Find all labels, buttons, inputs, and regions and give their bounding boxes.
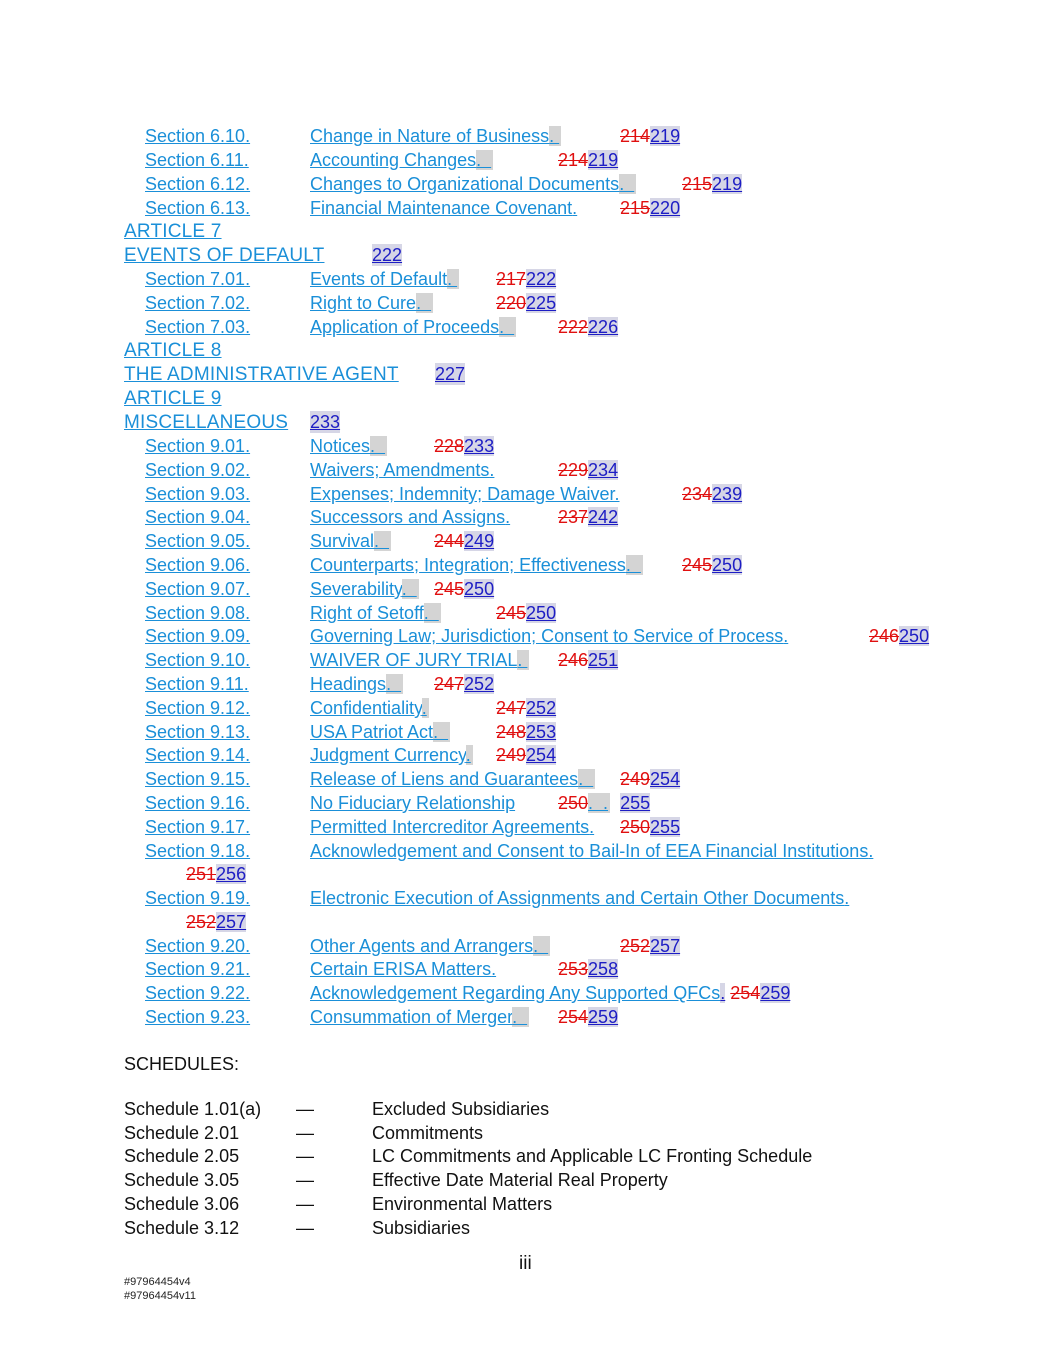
page-ref[interactable] <box>496 697 556 719</box>
toc-row[interactable] <box>145 459 619 481</box>
inserted-page-number[interactable]: 257 <box>216 912 247 932</box>
page-ref[interactable] <box>496 744 556 766</box>
schedule-id: Schedule 1.01(a) <box>124 1099 262 1119</box>
section-number-link[interactable]: Section 9.04. <box>145 507 251 527</box>
schedule-row <box>124 1098 550 1120</box>
page-ref[interactable] <box>434 530 494 552</box>
section-title-link[interactable]: Change in Nature of Business <box>310 126 550 146</box>
leader-dot: . <box>625 555 641 575</box>
article-title-row[interactable] <box>124 244 403 267</box>
inserted-page-number[interactable]: 256 <box>216 864 247 884</box>
section-number-link[interactable]: Section 6.13. <box>145 198 251 218</box>
schedule-id: Schedule 3.05 <box>124 1170 240 1190</box>
section-title-link[interactable]: Certain ERISA Matters <box>310 959 492 979</box>
page-ref[interactable] <box>558 149 618 171</box>
page-number: iii <box>519 1253 532 1274</box>
leader-dot: . <box>533 936 549 956</box>
toc-row[interactable] <box>145 816 681 838</box>
inserted-page-number[interactable]: 255 <box>650 817 681 837</box>
toc-entry[interactable] <box>310 578 419 600</box>
toc-entry[interactable] <box>310 697 429 719</box>
section-number-link[interactable]: Section 9.19. <box>145 888 251 908</box>
section-title-link[interactable]: Severability <box>310 579 402 599</box>
section-title-link[interactable]: Waivers; Amendments <box>310 460 490 480</box>
page-ref[interactable] <box>496 268 556 290</box>
toc-entry[interactable] <box>310 149 493 171</box>
deleted-page-number: 249 <box>620 769 651 789</box>
toc-row[interactable] <box>145 1006 619 1028</box>
article-link[interactable]: ARTICLE 8 <box>124 340 222 361</box>
leader-dot: . <box>589 817 595 837</box>
toc-row[interactable] <box>145 149 619 171</box>
leader-dot: . <box>370 436 386 456</box>
section-title-link[interactable]: Judgment Currency <box>310 745 466 765</box>
inserted-page-number[interactable]: 239 <box>712 484 743 504</box>
leader-dot: . <box>374 531 390 551</box>
leader-dot: . <box>512 1007 528 1027</box>
inserted-page-number[interactable]: 259 <box>760 983 791 1003</box>
page-ref[interactable] <box>620 197 680 219</box>
toc-row[interactable] <box>145 292 557 314</box>
toc-row[interactable] <box>145 578 495 600</box>
toc-row[interactable] <box>145 506 619 528</box>
section-number-link[interactable]: Section 9.18. <box>145 841 251 861</box>
page-ref[interactable] <box>496 292 556 314</box>
toc-entry[interactable] <box>310 554 643 576</box>
section-number-link[interactable]: Section 9.17. <box>145 817 251 837</box>
toc-entry[interactable] <box>310 125 561 147</box>
section-title-link[interactable]: Permitted Intercreditor Agreements <box>310 817 590 837</box>
document-id-new: #97964454v11 <box>124 1290 196 1302</box>
section-number-link[interactable]: Section 9.16. <box>145 793 251 813</box>
section-title-link[interactable]: Acknowledgement Regarding Any Supported QFCs <box>310 983 721 1003</box>
schedule-name: Environmental Matters <box>372 1194 553 1214</box>
inserted-page-number[interactable]: 252 <box>526 698 557 718</box>
deleted-page-number: 254 <box>558 1007 589 1027</box>
toc-row[interactable] <box>145 792 651 814</box>
deleted-page-number: 254 <box>730 983 761 1003</box>
section-title-link[interactable]: Right of Setoff <box>310 603 424 623</box>
toc-entry[interactable] <box>310 887 849 909</box>
section-number-link[interactable]: Section 9.07. <box>145 579 251 599</box>
schedules-heading: SCHEDULES: <box>124 1054 240 1074</box>
section-number-link[interactable]: Section 7.02. <box>145 293 251 313</box>
inserted-page-number[interactable]: 233 <box>310 412 341 432</box>
page-ref[interactable] <box>682 554 742 576</box>
em-dash: — <box>296 1099 314 1119</box>
section-number-link[interactable]: Section 9.23. <box>145 1007 251 1027</box>
section-number-link[interactable]: Section 6.11. <box>145 150 249 170</box>
inserted-page-number[interactable]: 242 <box>588 507 619 527</box>
leader-dot: . <box>465 745 471 765</box>
section-number-link[interactable]: Section 9.22. <box>145 983 251 1003</box>
inserted-page-number[interactable]: 258 <box>588 959 619 979</box>
toc-row[interactable] <box>145 435 495 457</box>
inserted-page-number[interactable]: 255 <box>620 793 651 813</box>
toc-row[interactable] <box>145 554 743 576</box>
leader-dot: . <box>578 769 594 789</box>
article-heading[interactable] <box>124 339 222 362</box>
section-title-link[interactable]: Survival <box>310 531 375 551</box>
deleted-page-number: 247 <box>496 698 527 718</box>
deleted-page-number: 229 <box>558 460 589 480</box>
toc-row[interactable] <box>145 768 681 790</box>
toc-entry[interactable] <box>310 649 529 671</box>
toc-entry[interactable] <box>310 958 496 980</box>
schedule-name: Excluded Subsidiaries <box>372 1099 550 1119</box>
leader-dot: . <box>868 841 874 861</box>
toc-entry[interactable] <box>310 935 550 957</box>
deleted-page-number: 251 <box>186 864 217 884</box>
section-title-link[interactable]: Financial Maintenance Covenant <box>310 198 573 218</box>
toc-entry[interactable] <box>310 721 450 743</box>
deleted-page-number: 220 <box>496 293 527 313</box>
page-ref[interactable] <box>496 602 556 624</box>
toc-row[interactable] <box>145 697 557 719</box>
article-title-link[interactable]: EVENTS OF DEFAULT <box>124 245 325 266</box>
page-ref[interactable] <box>558 649 618 671</box>
deleted-page-number: 249 <box>496 745 527 765</box>
toc-entry[interactable] <box>310 602 441 624</box>
section-number-link[interactable]: Section 9.01. <box>145 436 251 456</box>
inserted-page-number[interactable]: 227 <box>435 364 466 384</box>
schedule-row <box>124 1217 471 1239</box>
article-heading[interactable] <box>124 387 222 410</box>
section-title-link[interactable]: Confidentiality <box>310 698 422 718</box>
toc-entry[interactable] <box>310 268 459 290</box>
inserted-page-number[interactable]: 259 <box>588 1007 619 1027</box>
section-title-link[interactable]: Events of Default <box>310 269 448 289</box>
deleted-page-number: 237 <box>558 507 589 527</box>
schedule-id: Schedule 2.05 <box>124 1146 240 1166</box>
toc-row[interactable] <box>145 721 557 743</box>
inserted-page-number[interactable]: 257 <box>650 936 681 956</box>
leader-dot: . <box>491 959 497 979</box>
section-number-link[interactable]: Section 9.09. <box>145 626 251 646</box>
schedule-row <box>124 1145 813 1167</box>
page-ref[interactable] <box>620 125 680 147</box>
section-number-link[interactable]: Section 9.05. <box>145 531 251 551</box>
toc-entry[interactable] <box>310 435 387 457</box>
inserted-page-number[interactable]: 219 <box>588 150 619 170</box>
section-number-link[interactable]: Section 9.21. <box>145 959 251 979</box>
deleted-page-number: 252 <box>620 936 651 956</box>
page-ref[interactable] <box>186 863 246 885</box>
page-ref[interactable] <box>558 316 618 338</box>
toc-entry[interactable] <box>310 625 788 647</box>
toc-row[interactable] <box>145 673 495 695</box>
em-dash: — <box>296 1218 314 1238</box>
toc-row[interactable] <box>145 483 743 505</box>
section-number-link[interactable]: Section 6.12. <box>145 174 251 194</box>
inserted-page-number[interactable]: 233 <box>464 436 495 456</box>
leader-dot: . <box>386 674 402 694</box>
deleted-page-number: 214 <box>620 126 651 146</box>
deleted-page-number: 215 <box>682 174 713 194</box>
toc-entry[interactable] <box>310 292 433 314</box>
leader-dot: . . <box>588 793 609 813</box>
toc-entry[interactable] <box>310 816 594 838</box>
toc-row[interactable] <box>145 887 850 909</box>
deleted-page-number: 245 <box>496 603 527 623</box>
deleted-page-number: 246 <box>558 650 589 670</box>
toc-row[interactable] <box>145 982 791 1004</box>
leader-dot: . <box>619 174 635 194</box>
page-ref[interactable] <box>186 911 246 933</box>
page-ref[interactable] <box>620 935 680 957</box>
leader-dot: . <box>614 484 620 504</box>
leader-dot: . <box>416 293 432 313</box>
article-link[interactable]: ARTICLE 7 <box>124 221 222 242</box>
leader-dot: . <box>476 150 492 170</box>
section-number-link[interactable]: Section 9.08. <box>145 603 251 623</box>
toc-row[interactable] <box>145 958 619 980</box>
section-title-link[interactable]: Governing Law; Jurisdiction; Consent to Service of Process <box>310 626 784 646</box>
article-heading[interactable] <box>124 220 222 243</box>
inserted-page-number[interactable]: 249 <box>464 531 495 551</box>
deleted-page-number: 245 <box>682 555 713 575</box>
inserted-page-number[interactable]: 226 <box>588 317 619 337</box>
toc-entry[interactable] <box>310 530 391 552</box>
page-ref[interactable] <box>558 958 618 980</box>
page-ref[interactable] <box>434 578 494 600</box>
toc-entry[interactable] <box>310 197 577 219</box>
toc-row[interactable] <box>145 268 557 290</box>
deleted-page-number: 222 <box>558 317 589 337</box>
page-ref[interactable] <box>869 625 929 647</box>
section-title-link[interactable]: USA Patriot Act <box>310 722 434 742</box>
inserted-page-number[interactable]: 253 <box>526 722 557 742</box>
schedule-row <box>124 1169 668 1191</box>
em-dash: — <box>296 1146 314 1166</box>
toc-row[interactable] <box>145 935 681 957</box>
leader-dot: . <box>844 888 850 908</box>
schedule-name: Effective Date Material Real Property <box>372 1170 668 1190</box>
section-title-link[interactable]: Accounting Changes <box>310 150 477 170</box>
toc-row[interactable] <box>145 625 930 647</box>
section-title-link[interactable]: Electronic Execution of Assignments and Certain Other Documents <box>310 888 845 908</box>
deleted-page-number: 234 <box>682 484 713 504</box>
schedule-id: Schedule 2.01 <box>124 1123 240 1143</box>
inserted-page-number[interactable]: 219 <box>712 174 743 194</box>
section-number-link[interactable]: Section 9.02. <box>145 460 251 480</box>
article-title-row[interactable] <box>124 363 466 386</box>
article-title-row[interactable] <box>124 411 341 434</box>
section-number-link[interactable]: Section 9.03. <box>145 484 251 504</box>
deleted-page-number: 252 <box>186 912 217 932</box>
toc-entry[interactable] <box>310 673 403 695</box>
deleted-page-number: 253 <box>558 959 589 979</box>
toc-row[interactable] <box>145 602 557 624</box>
toc-entry[interactable] <box>310 840 873 862</box>
deleted-page-number: 217 <box>496 269 527 289</box>
inserted-page-number[interactable]: 225 <box>526 293 557 313</box>
article-link[interactable]: ARTICLE 9 <box>124 388 222 409</box>
leader-dot: . <box>783 626 789 646</box>
section-title-link[interactable]: Notices <box>310 436 371 456</box>
toc-entry[interactable] <box>310 768 595 790</box>
toc-row[interactable] <box>145 649 619 671</box>
inserted-page-number[interactable]: 251 <box>588 650 619 670</box>
inserted-page-number[interactable]: 222 <box>526 269 557 289</box>
deleted-page-number: 244 <box>434 531 465 551</box>
toc-entry[interactable] <box>310 982 790 1004</box>
inserted-page-number[interactable]: 250 <box>526 603 557 623</box>
schedule-name: Subsidiaries <box>372 1218 471 1238</box>
toc-row[interactable] <box>145 316 619 338</box>
section-title-link[interactable]: Successors and Assigns <box>310 507 506 527</box>
section-title-link[interactable]: Changes to Organizational Documents <box>310 174 620 194</box>
section-title-link[interactable]: Headings <box>310 674 387 694</box>
page-ref[interactable] <box>558 792 650 814</box>
schedule-id: Schedule 3.06 <box>124 1194 240 1214</box>
leader-dot: . <box>505 507 511 527</box>
inserted-page-number[interactable]: 219 <box>650 126 681 146</box>
leader-dot: . <box>549 126 560 146</box>
page-ref[interactable] <box>558 459 618 481</box>
toc-row[interactable] <box>145 173 743 195</box>
section-title-link[interactable]: Counterparts; Integration; Effectiveness <box>310 555 626 575</box>
toc-row[interactable] <box>145 744 557 766</box>
leader-dot: . <box>572 198 578 218</box>
page-ref[interactable] <box>682 173 742 195</box>
inserted-page-number[interactable]: 250 <box>464 579 495 599</box>
page-ref[interactable] <box>558 1006 618 1028</box>
section-title-link[interactable]: WAIVER OF JURY TRIAL <box>310 650 518 670</box>
section-title-link[interactable]: No Fiduciary Relationship <box>310 793 516 813</box>
leader-dot: . <box>401 579 417 599</box>
toc-row[interactable] <box>145 125 681 147</box>
inserted-page-number[interactable]: 254 <box>526 745 557 765</box>
deleted-page-number: 250 <box>558 793 589 813</box>
toc-entry[interactable] <box>310 483 620 505</box>
toc-entry[interactable] <box>310 173 636 195</box>
schedule-name: LC Commitments and Applicable LC Fronting Schedule <box>372 1146 813 1166</box>
em-dash: — <box>296 1170 314 1190</box>
inserted-page-number[interactable]: 250 <box>899 626 930 646</box>
schedule-row <box>124 1122 484 1144</box>
deleted-page-number: 228 <box>434 436 465 456</box>
document-id-old: #97964454v4 <box>124 1276 191 1288</box>
page-ref[interactable] <box>682 483 742 505</box>
section-title-link[interactable]: Consummation of Merger <box>310 1007 513 1027</box>
toc-entry[interactable] <box>310 792 515 814</box>
page-ref[interactable] <box>434 435 494 457</box>
section-title-link[interactable]: Expenses; Indemnity; Damage Waiver <box>310 484 615 504</box>
leader-dot: . <box>421 698 427 718</box>
section-number-link[interactable]: Section 7.03. <box>145 317 251 337</box>
section-title-link[interactable]: Release of Liens and Guarantees <box>310 769 579 789</box>
deleted-page-number: 215 <box>620 198 651 218</box>
section-number-link[interactable]: Section 9.12. <box>145 698 251 718</box>
section-number-link[interactable]: Section 6.10. <box>145 126 251 146</box>
schedule-id: Schedule 3.12 <box>124 1218 240 1238</box>
leader-dot: . <box>517 650 528 670</box>
article-title-link[interactable]: MISCELLANEOUS <box>124 412 289 433</box>
section-number-link[interactable]: Section 7.01. <box>145 269 251 289</box>
page-ref[interactable] <box>558 506 618 528</box>
section-number-link[interactable]: Section 9.15. <box>145 769 251 789</box>
deleted-page-number: 250 <box>620 817 651 837</box>
toc-entry[interactable] <box>310 506 510 528</box>
schedule-name: Commitments <box>372 1123 484 1143</box>
toc-row[interactable] <box>145 840 874 862</box>
leader-dot: . <box>423 603 439 623</box>
schedule-row <box>124 1193 553 1215</box>
page-ref[interactable] <box>496 721 556 743</box>
toc-entry[interactable] <box>310 316 516 338</box>
page-ref[interactable] <box>434 673 494 695</box>
toc-entry[interactable] <box>310 744 473 766</box>
section-number-link[interactable]: Section 9.14. <box>145 745 251 765</box>
inserted-page-number[interactable]: 234 <box>588 460 619 480</box>
inserted-page-number[interactable]: 252 <box>464 674 495 694</box>
inserted-page-number[interactable]: 222 <box>372 245 403 265</box>
inserted-page-number[interactable]: 254 <box>650 769 681 789</box>
section-title-link[interactable]: Other Agents and Arrangers <box>310 936 534 956</box>
section-number-link[interactable]: Section 9.10. <box>145 650 251 670</box>
page-ref[interactable] <box>620 816 680 838</box>
leader-dot: . <box>489 460 495 480</box>
inserted-page-number[interactable]: 220 <box>650 198 681 218</box>
deleted-page-number: 246 <box>869 626 900 646</box>
deleted-page-number: 245 <box>434 579 465 599</box>
toc-row[interactable] <box>145 197 681 219</box>
em-dash: — <box>296 1194 314 1214</box>
inserted-page-number[interactable]: 250 <box>712 555 743 575</box>
section-number-link[interactable]: Section 9.06. <box>145 555 251 575</box>
leader-dot: . <box>499 317 515 337</box>
section-number-link[interactable]: Section 9.20. <box>145 936 251 956</box>
deleted-page-number: 248 <box>496 722 527 742</box>
toc-entry[interactable] <box>310 1006 529 1028</box>
section-number-link[interactable]: Section 9.13. <box>145 722 251 742</box>
page-ref[interactable] <box>620 768 680 790</box>
article-title-link[interactable]: THE ADMINISTRATIVE AGENT <box>124 364 399 385</box>
deleted-page-number: 214 <box>558 150 589 170</box>
section-title-link[interactable]: Application of Proceeds <box>310 317 500 337</box>
leader-dot: . <box>433 722 449 742</box>
leader-dot: . <box>447 269 458 289</box>
section-title-link[interactable]: Acknowledgement and Consent to Bail-In of EEA Financial Institutions <box>310 841 869 861</box>
leader-dot: . <box>720 983 726 1003</box>
toc-entry[interactable] <box>310 459 494 481</box>
em-dash: — <box>296 1123 314 1143</box>
deleted-page-number: 247 <box>434 674 465 694</box>
toc-row[interactable] <box>145 530 495 552</box>
section-title-link[interactable]: Right to Cure <box>310 293 417 313</box>
section-number-link[interactable]: Section 9.11. <box>145 674 249 694</box>
